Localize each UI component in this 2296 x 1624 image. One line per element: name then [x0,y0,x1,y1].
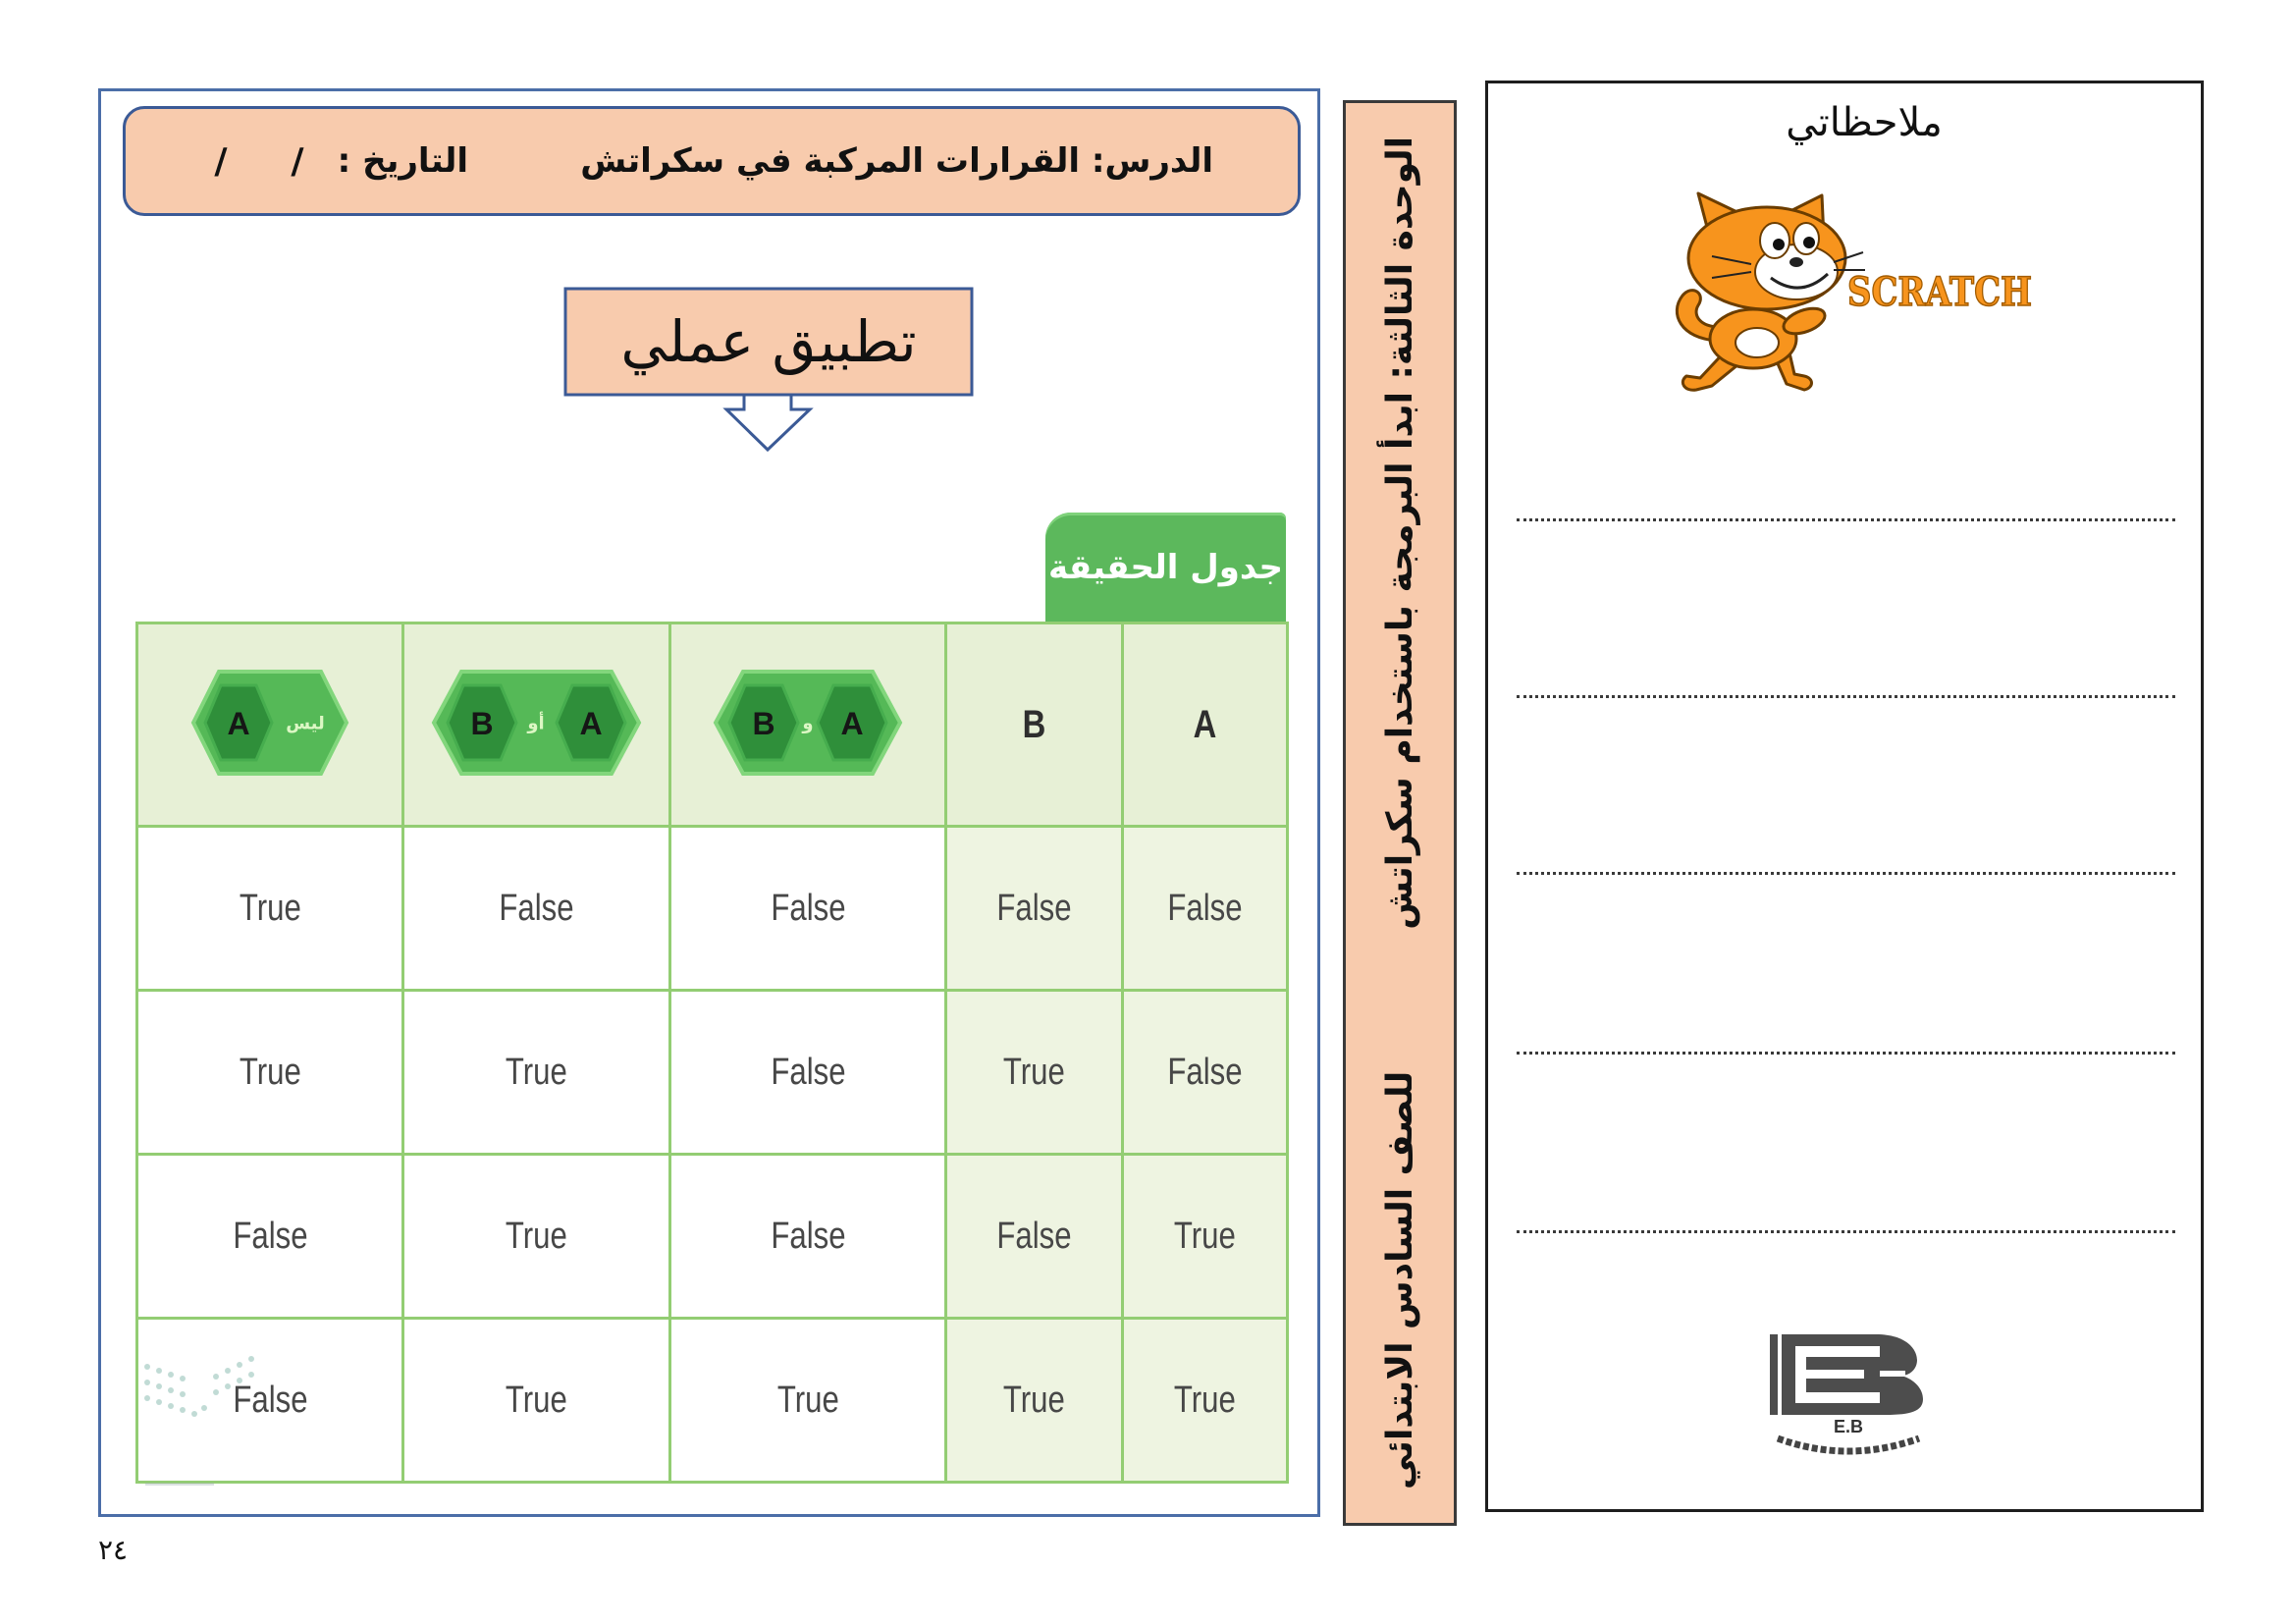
cell-a [1123,1319,1288,1483]
cell-a [1123,827,1288,991]
cell-value: False [770,1051,846,1093]
cell-value: False [499,887,574,929]
cell-value: True [1003,1051,1065,1093]
cell-b [946,827,1123,991]
cell-not-a [137,991,403,1155]
lesson-title: الدرس: القرارات المركبة في سكراتش [580,141,1213,181]
cell-value: True [776,1379,839,1421]
cell-a-or-b [403,1319,670,1483]
cell-value: False [996,1215,1072,1257]
table-row [137,991,1288,1155]
column-header-label: B [1022,702,1046,746]
date-separator: / [214,140,228,182]
or-block-icon [432,668,641,778]
side-band [1343,100,1457,1526]
scratch-logo-text: SCRATCH [1847,269,2032,315]
and-right-operand: A [840,706,864,741]
cell-value: True [1003,1379,1065,1421]
cell-value: True [506,1379,567,1421]
cell-a-or-b [403,991,670,1155]
scratch-logo [1657,191,2040,398]
or-left-operand: B [470,706,494,741]
unit-title: الوحدة الثالثة: ابدأ البرمجة باستخدام سكراتش [1379,136,1420,930]
cell-a [1123,1155,1288,1319]
truth-table-tab [1045,513,1286,622]
column-header-not-a [137,623,403,827]
column-header-b [946,623,1123,827]
truth-table [135,622,1289,1484]
truth-table-tab-label: جدول الحقيقة [1048,547,1283,587]
column-header-a-or-b [403,623,670,827]
grade-label: للصف السادس الابتدائي [1379,1070,1420,1489]
cell-value: False [232,1215,308,1257]
not-block-icon [191,668,348,778]
cell-a-and-b [670,827,946,991]
cell-b [946,1319,1123,1483]
and-block-icon [714,668,902,778]
or-right-operand: A [579,706,603,741]
cell-a-and-b [670,991,946,1155]
cell-value: False [770,887,846,929]
practice-label: تطبيق عملي [620,308,917,375]
cell-not-a [137,827,403,991]
watermark-logo [137,1347,275,1494]
cell-value: True [506,1215,567,1257]
cell-value: True [239,1051,301,1093]
page-number: ٢٤ [98,1534,129,1566]
not-operand: A [227,706,250,741]
cell-value: True [1174,1215,1236,1257]
and-operator: و [802,713,814,734]
cell-b [946,1155,1123,1319]
cell-a-and-b [670,1319,946,1483]
notes-title: ملاحظاتي [1786,100,1943,145]
column-header-a [1123,623,1288,827]
note-line [1517,695,2175,698]
cell-a [1123,991,1288,1155]
note-line [1517,1230,2175,1233]
note-line [1517,518,2175,521]
down-arrow-icon [726,395,810,450]
table-row [137,1319,1288,1483]
cell-value: False [232,1379,308,1421]
cell-value: True [506,1051,567,1093]
column-header-a-and-b [670,623,946,827]
main-panel [98,88,1320,1517]
cell-value: False [1167,1051,1243,1093]
lesson-header [123,106,1301,216]
note-line [1517,872,2175,875]
eb-logo [1760,1330,1937,1463]
cell-value: False [770,1215,846,1257]
cell-a-and-b [670,1155,946,1319]
cell-value: False [1167,887,1243,929]
and-left-operand: B [752,706,775,741]
date-label: التاريخ : [337,141,468,181]
not-operator: ليس [286,713,325,734]
cell-value: True [239,887,301,929]
cell-b [946,991,1123,1155]
side-band-text-row [1346,103,1454,1523]
cell-value: True [1174,1379,1236,1421]
note-line [1517,1052,2175,1055]
cell-value: False [996,887,1072,929]
cell-not-a [137,1155,403,1319]
notes-panel [1485,81,2204,1512]
or-operator: أو [527,713,545,734]
eb-logo-text: E.B [1833,1417,1864,1436]
table-row [137,827,1288,991]
date-separator: / [291,140,304,182]
table-header-row [137,623,1288,827]
column-header-label: A [1193,702,1217,746]
table-row [137,1155,1288,1319]
cell-a-or-b [403,1155,670,1319]
cell-a-or-b [403,827,670,991]
